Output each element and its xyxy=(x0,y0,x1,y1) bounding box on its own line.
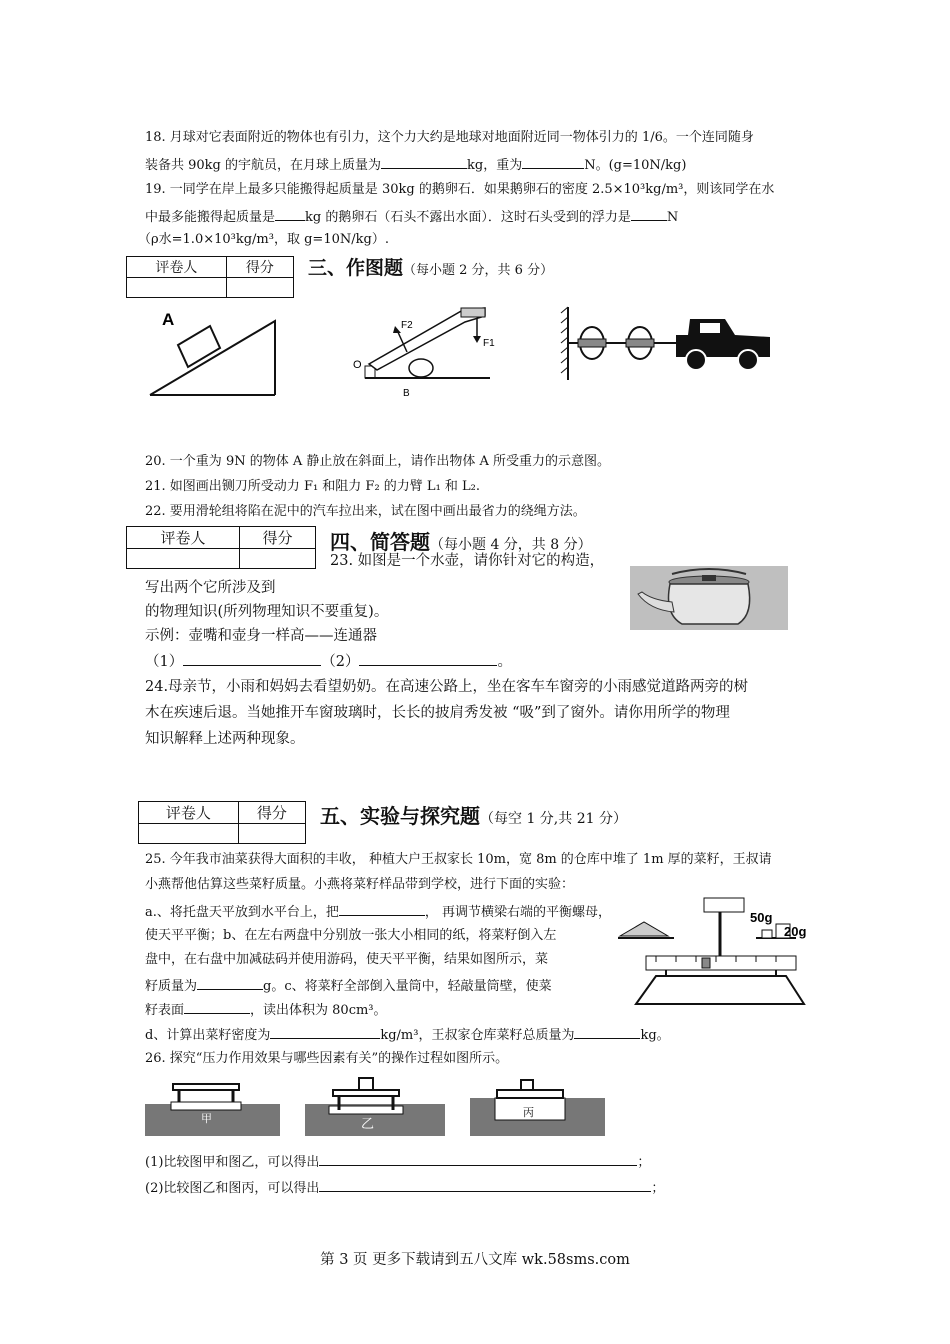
beam-scale xyxy=(646,956,796,970)
q19-line1: 19. 一同学在岸上最多只能搬得起质量是 30kg 的鹅卵石．如果鹅卵石的密度 2.5×10³kg/m³，则该同学在水 xyxy=(145,182,775,197)
label-20g: 20g xyxy=(784,924,807,939)
label-bing: 丙 xyxy=(523,1106,534,1119)
handle xyxy=(461,308,485,317)
panel-yi xyxy=(305,1078,445,1136)
q24-line1: 24.母亲节，小雨和妈妈去看望奶奶。在高速公路上，坐在客车车窗旁的小雨感觉道路两旁的树 xyxy=(145,679,749,695)
answer-blank[interactable] xyxy=(197,977,263,990)
score-label: 得分 xyxy=(239,527,315,549)
section3-heading: 三、作图题（每小题 2 分，共 6 分） xyxy=(308,257,554,279)
label-yi: 乙 xyxy=(361,1117,375,1132)
label-o: O xyxy=(353,359,362,371)
reviewer-label: 评卷人 xyxy=(127,257,227,278)
score-table xyxy=(138,801,306,844)
section4-heading: 四、简答题（每小题 4 分，共 8 分） xyxy=(330,530,592,554)
reviewer-cell[interactable] xyxy=(127,549,240,569)
q25-line1: 25. 今年我市油菜获得大面积的丰收， 种植大户王叔家长 10m，宽 8m 的仓库中堆了 1m 厚的菜籽，王叔请 xyxy=(145,852,772,867)
q25-line6: 籽质量为 g。c、将菜籽全部倒入量筒中，轻敲量筒壁，使菜 xyxy=(145,979,552,994)
kettle-body xyxy=(669,584,750,624)
q25-line8: d、计算出菜籽密度为 kg/m³，王叔家仓库菜籽总质量为 kg。 xyxy=(145,1028,670,1043)
answer-blank[interactable] xyxy=(631,208,667,221)
q25-line2: 小燕帮他估算这些菜籽质量。小燕将菜籽样品带到学校，进行下面的实验： xyxy=(145,877,575,892)
label-jia: 甲 xyxy=(201,1112,212,1125)
pulley-car-figure xyxy=(560,305,785,385)
reviewer-label: 评卷人 xyxy=(139,802,239,824)
reviewer-cell[interactable] xyxy=(139,824,239,844)
answer-blank[interactable] xyxy=(359,653,497,666)
reviewer-cell[interactable] xyxy=(127,278,227,298)
answer-blank[interactable] xyxy=(574,1026,640,1039)
answer-blank[interactable] xyxy=(184,1001,250,1014)
q25-line5: 盘中，在右盘中加减砝码并使用游码，使天平平衡，结果如图所示，菜 xyxy=(145,952,549,967)
label-f1: F1 xyxy=(483,338,495,349)
q25-line7: 籽表面 ，读出体积为 80cm³。 xyxy=(145,1003,387,1018)
score-label: 得分 xyxy=(226,257,293,278)
kettle-image xyxy=(630,566,788,630)
q23-line3: 的物理知识(所列物理知识不要重复)。 xyxy=(145,604,389,620)
answer-blank[interactable] xyxy=(381,156,467,169)
q23-line5: （1） （2） 。 xyxy=(145,654,512,670)
reviewer-label: 评卷人 xyxy=(127,527,240,549)
q25-line4: 使天平平衡；b、在左右两盘中分别放一张大小相同的纸，将菜籽倒入左 xyxy=(145,928,557,943)
score-label: 得分 xyxy=(238,802,305,824)
score-cell[interactable] xyxy=(238,824,305,844)
object-b xyxy=(409,359,433,377)
lever-figure xyxy=(345,300,495,400)
q26-line3: (2)比较图乙和图丙，可以得出 ； xyxy=(145,1181,665,1196)
answer-blank[interactable] xyxy=(522,156,584,169)
score-cell[interactable] xyxy=(226,278,293,298)
q24-line2: 木在疾速后退。当她推开车窗玻璃时，长长的披肩秀发被 “吸”到了窗外。请你用所学的物理 xyxy=(145,705,730,721)
q25-line3: a.、将托盘天平放到水平台上，把 ， 再调节横梁右端的平衡螺母， xyxy=(145,905,612,920)
panel-jia xyxy=(145,1084,280,1136)
label-f2: F2 xyxy=(401,320,413,331)
answer-blank[interactable] xyxy=(339,903,425,916)
q23-line1: 23. 如图是一个水壶，请你针对它的构造， xyxy=(330,553,605,569)
q26-line1: 26. 探究“压力作用效果与哪些因素有关”的操作过程如图所示。 xyxy=(145,1051,509,1066)
q24-line3: 知识解释上述两种现象。 xyxy=(145,731,305,747)
q19-line3: （ρ水=1.0×10³kg/m³，取 g=10N/kg）. xyxy=(138,232,389,247)
answer-blank[interactable] xyxy=(275,208,305,221)
q20: 20. 一个重为 9N 的物体 A 静止放在斜面上，请作出物体 A 所受重力的示意图。 xyxy=(145,454,611,469)
incline-figure xyxy=(140,305,290,400)
balance-figure xyxy=(616,896,808,1008)
q26-line2: (1)比较图甲和图乙，可以得出 ； xyxy=(145,1155,651,1170)
q23-line2: 写出两个它所涉及到 xyxy=(145,580,276,596)
page-footer: 第 3 页 更多下载请到五八文库 wk.58sms.com xyxy=(320,1252,630,1268)
label-a: A xyxy=(162,310,175,329)
q19-line2: 中最多能搬得起质量是 kg 的鹅卵石（石头不露出水面）．这时石头受到的浮力是 N xyxy=(145,210,679,225)
q18-line2: 装备共 90kg 的宇航员，在月球上质量为 kg，重为 N。(g=10N/kg) xyxy=(145,158,687,173)
panel-bing xyxy=(470,1080,605,1136)
section5-heading: 五、实验与探究题（每空 1 分,共 21 分） xyxy=(320,804,627,828)
rider xyxy=(702,958,710,968)
label-b: B xyxy=(403,388,410,399)
answer-blank[interactable] xyxy=(270,1026,380,1039)
answer-blank[interactable] xyxy=(319,1153,637,1166)
q22: 22. 要用滑轮组将陷在泥中的汽车拉出来，试在图中画出最省力的绕绳方法。 xyxy=(145,504,586,519)
pressure-figure xyxy=(145,1076,605,1138)
q23-line4: 示例：壶嘴和壶身一样高——连通器 xyxy=(145,628,377,644)
q21: 21. 如图画出铡刀所受动力 F₁ 和阻力 F₂ 的力臂 L₁ 和 L₂. xyxy=(145,479,481,494)
score-table xyxy=(126,256,294,298)
answer-blank[interactable] xyxy=(183,653,321,666)
score-cell[interactable] xyxy=(239,549,315,569)
answer-blank[interactable] xyxy=(319,1179,651,1192)
q18-line1: 18. 月球对它表面附近的物体也有引力，这个力大约是地球对地面附近同一物体引力的 1/6。一个连同随身 xyxy=(145,130,754,145)
score-table xyxy=(126,526,316,569)
block-a xyxy=(178,326,220,367)
label-50g: 50g xyxy=(750,910,773,925)
